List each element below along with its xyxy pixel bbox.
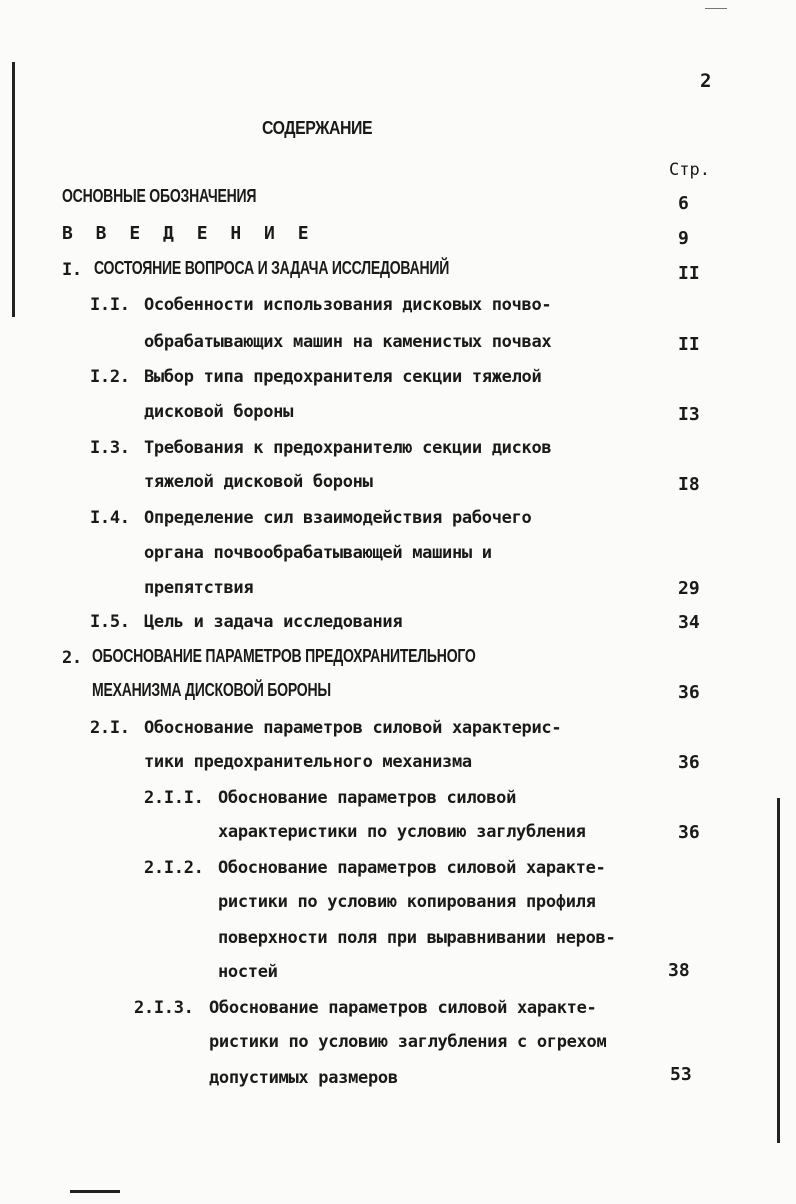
toc-entry-page: 53 bbox=[670, 1064, 692, 1085]
toc-entry-text: СОСТОЯНИЕ ВОПРОСА И ЗАДАЧА ИССЛЕДОВАНИЙ bbox=[94, 258, 450, 278]
toc-entry-number: I.3. bbox=[90, 438, 130, 458]
toc-entry-text: Определение сил взаимодействия рабочего bbox=[144, 508, 532, 528]
toc-entry-text: характеристики по условию заглубления bbox=[218, 822, 586, 842]
toc-entry-number: I.I. bbox=[90, 295, 130, 315]
toc-entry-number: 2. bbox=[62, 648, 82, 668]
toc-entry-text: дисковой бороны bbox=[144, 402, 294, 422]
toc-entry-page: 38 bbox=[668, 960, 690, 981]
toc-entry-text: допустимых размеров bbox=[209, 1068, 398, 1088]
toc-entry-page: 36 bbox=[678, 752, 700, 773]
scan-margin-line-right bbox=[777, 798, 780, 1143]
toc-entry-number: 2.I.I. bbox=[144, 788, 204, 808]
scan-mark-bottom bbox=[70, 1190, 120, 1193]
toc-entry-page: II bbox=[678, 263, 700, 284]
toc-title: СОДЕРЖАНИЕ bbox=[262, 118, 373, 138]
toc-entry-number: 2.I. bbox=[90, 718, 130, 738]
scan-mark-top bbox=[705, 8, 727, 9]
toc-entry-page: 34 bbox=[678, 612, 700, 633]
toc-entry-text: ОБОСНОВАНИЕ ПАРАМЕТРОВ ПРЕДОХРАНИТЕЛЬНОГО bbox=[92, 646, 476, 666]
toc-entry-text: Цель и задача исследования bbox=[144, 612, 403, 632]
toc-entry-number: 2.I.2. bbox=[144, 858, 204, 878]
toc-entry-text: органа почвообрабатывающей машины и bbox=[144, 543, 492, 563]
toc-entry-text: Требования к предохранителю секции дисков bbox=[144, 438, 552, 458]
toc-entry-page: I8 bbox=[678, 474, 700, 495]
toc-entry-text: Обоснование параметров силовой bbox=[218, 788, 517, 808]
scan-margin-line-left bbox=[12, 62, 15, 317]
toc-entry-text: тики предохранительного механизма bbox=[144, 752, 472, 772]
toc-entry-text: Обоснование параметров силовой характе- bbox=[209, 998, 597, 1018]
toc-entry-number: I.5. bbox=[90, 612, 130, 632]
toc-entry-text: В В Е Д Е Н И Е bbox=[62, 223, 315, 244]
toc-entry-number: I. bbox=[62, 260, 82, 280]
toc-entry-number: I.4. bbox=[90, 508, 130, 528]
page-number: 2 bbox=[700, 70, 712, 92]
toc-entry-text: ристики по условию копирования профиля bbox=[218, 892, 596, 912]
toc-entry-text: обрабатывающих машин на каменистых почвах bbox=[144, 332, 552, 352]
toc-entry-page: 36 bbox=[678, 822, 700, 843]
toc-entry-text: ностей bbox=[218, 962, 278, 982]
toc-entry-page: I3 bbox=[678, 404, 700, 425]
toc-entry-text: тяжелой дисковой бороны bbox=[144, 472, 373, 492]
toc-entry-text: Обоснование параметров силовой характерис- bbox=[144, 718, 562, 738]
toc-entry-text: поверхности поля при выравнивании неров- bbox=[218, 928, 616, 948]
toc-entry-text: МЕХАНИЗМА ДИСКОВОЙ БОРОНЫ bbox=[92, 680, 331, 700]
toc-entry-page: 9 bbox=[678, 228, 689, 249]
toc-entry-page: 36 bbox=[678, 682, 700, 703]
toc-entry-text: Особенности использования дисковых почво- bbox=[144, 295, 552, 315]
toc-entry-text: Выбор типа предохранителя секции тяжелой bbox=[144, 367, 542, 387]
toc-entry-number: I.2. bbox=[90, 367, 130, 387]
toc-entry-page: 6 bbox=[678, 193, 689, 214]
toc-entry-number: 2.I.3. bbox=[134, 998, 194, 1018]
toc-entry-text: ОСНОВНЫЕ ОБОЗНАЧЕНИЯ bbox=[62, 186, 257, 206]
toc-entry-page: II bbox=[678, 334, 700, 355]
toc-entry-page: 29 bbox=[678, 578, 700, 599]
page-column-header: Стр. bbox=[669, 160, 710, 180]
toc-entry-text: Обоснование параметров силовой характе- bbox=[218, 858, 606, 878]
toc-entry-text: ристики по условию заглубления с огрехом bbox=[209, 1032, 607, 1052]
toc-entry-text: препятствия bbox=[144, 578, 254, 598]
